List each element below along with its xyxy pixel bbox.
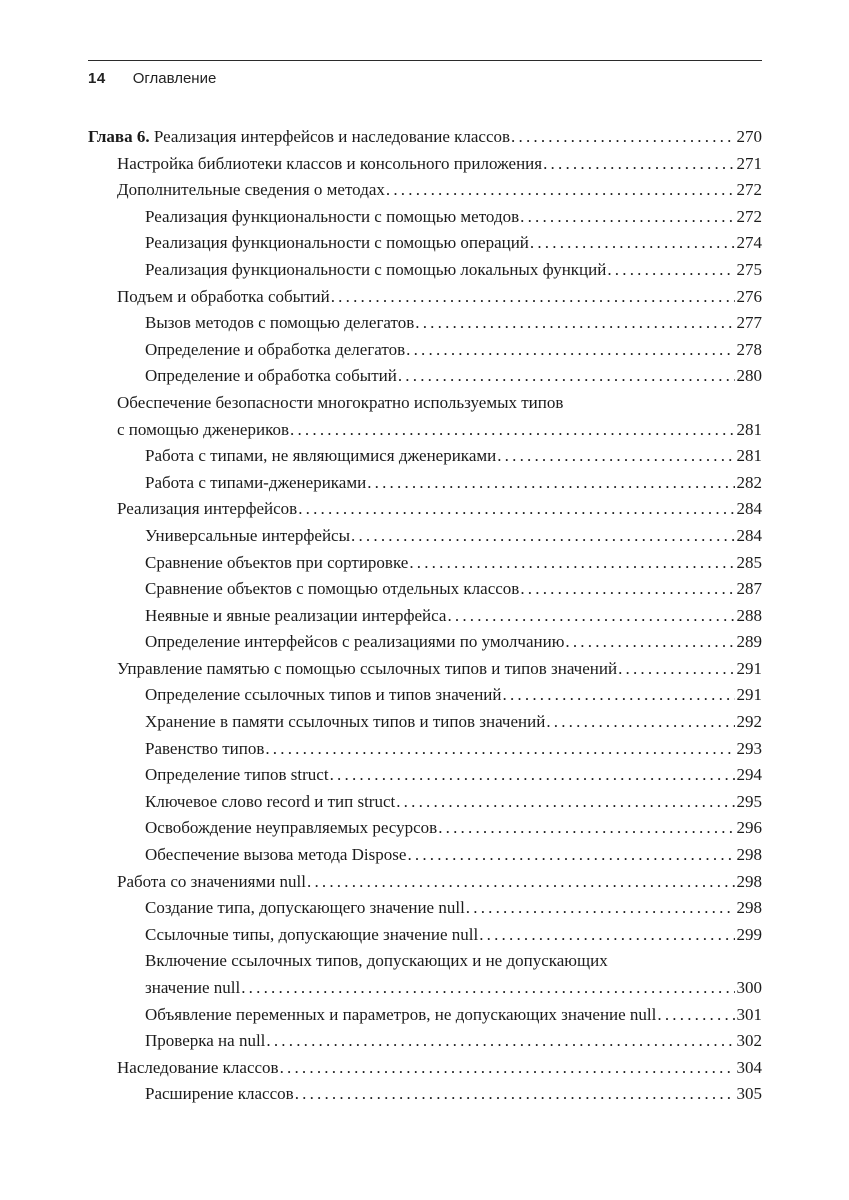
page-number: 14 — [88, 70, 106, 87]
toc-entry-row — [145, 762, 762, 789]
toc-entry-title: Определение ссылочных типов и типов значений — [145, 685, 502, 705]
toc-entry — [88, 815, 762, 842]
toc-entry-title: Обеспечение вызова метода Dispose — [145, 845, 407, 865]
toc-entry-page: 272 — [736, 206, 762, 226]
toc-entry — [88, 230, 762, 257]
toc-entry — [88, 869, 762, 896]
toc-entry-row — [145, 337, 762, 364]
toc-entry-title: Реализация функциональности с помощью локальных функций — [145, 259, 607, 279]
toc-entry-row — [145, 204, 762, 231]
toc-entry-title: Дополнительные сведения о методах — [117, 180, 385, 200]
toc-entry-title: Работа со значениями null — [117, 871, 306, 891]
dot-leader — [503, 682, 735, 709]
toc-entry-title: Проверка на null — [145, 1031, 266, 1051]
toc-entry-row — [145, 257, 762, 284]
dot-leader — [396, 789, 734, 816]
toc-entry — [88, 470, 762, 497]
toc-entry-title: Подъем и обработка событий — [117, 286, 330, 306]
toc-entry-row — [145, 576, 762, 603]
toc-entry-row — [145, 1028, 762, 1055]
toc-entry-title: Управление памятью с помощью ссылочных типов и типов значений — [117, 658, 618, 678]
dot-leader — [618, 656, 734, 683]
page-content — [88, 60, 762, 1108]
toc-entry — [88, 550, 762, 577]
toc-entry-row — [145, 789, 762, 816]
toc-entry-row — [145, 895, 762, 922]
dot-leader — [511, 124, 734, 151]
toc-entry-page: 294 — [736, 765, 762, 785]
dot-leader — [438, 815, 734, 842]
toc-entry-page: 284 — [736, 499, 762, 519]
toc-entry-row — [145, 815, 762, 842]
toc-entry-title: Универсальные интерфейсы — [145, 525, 351, 545]
toc-entry-title: Ключевое слово record и тип struct — [145, 791, 396, 811]
toc-entry-title: Равенство типов — [145, 738, 265, 758]
dot-leader — [657, 1002, 734, 1029]
toc-entry — [88, 762, 762, 789]
toc-entry-page: 276 — [736, 286, 762, 306]
toc-entry — [88, 603, 762, 630]
toc-entry-row — [145, 629, 762, 656]
toc-entry-title: Объявление переменных и параметров, не допускающих значение null — [145, 1004, 657, 1024]
toc-list — [88, 124, 762, 1108]
toc-entry-row — [145, 682, 762, 709]
toc-entry-row — [145, 842, 762, 869]
toc-entry-row — [145, 550, 762, 577]
toc-entry — [88, 789, 762, 816]
running-head-rule — [88, 60, 762, 61]
dot-leader — [266, 1028, 734, 1055]
toc-entry-page: 282 — [736, 472, 762, 492]
toc-entry — [88, 895, 762, 922]
toc-entry-title: Неявные и явные реализации интерфейса — [145, 605, 447, 625]
dot-leader — [497, 443, 734, 470]
dot-leader — [280, 1055, 735, 1082]
toc-entry-page: 271 — [736, 153, 762, 173]
dot-leader — [241, 975, 734, 1002]
dot-leader — [290, 417, 734, 444]
toc-entry-title: Работа с типами, не являющимися дженериками — [145, 446, 497, 466]
toc-entry-title: Определение интерфейсов с реализациями по умолчанию — [145, 632, 565, 652]
toc-entry-page: 296 — [736, 818, 762, 838]
dot-leader — [406, 337, 734, 364]
toc-entry — [88, 177, 762, 204]
toc-entry-title: Определение и обработка делегатов — [145, 339, 406, 359]
running-head — [88, 70, 762, 87]
toc-entry-page: 295 — [736, 791, 762, 811]
toc-entry-title: Наследование классов — [117, 1057, 279, 1077]
toc-entry-page: 298 — [736, 871, 762, 891]
toc-entry-row — [145, 736, 762, 763]
toc-entry-row — [145, 310, 762, 337]
toc-entry — [88, 842, 762, 869]
toc-entry-title: Определение типов struct — [145, 765, 329, 785]
toc-entry-page: 281 — [736, 446, 762, 466]
toc-entry-page: 285 — [736, 552, 762, 572]
toc-entry — [88, 1028, 762, 1055]
toc-entry-title: Реализация функциональности с помощью методов — [145, 206, 520, 226]
toc-entry-row — [117, 1055, 762, 1082]
dot-leader — [530, 230, 735, 257]
toc-entry-page: 274 — [736, 233, 762, 253]
toc-entry-row — [117, 284, 762, 311]
toc-entry-page: 291 — [736, 685, 762, 705]
dot-leader — [447, 603, 734, 630]
toc-entry-page: 302 — [736, 1031, 762, 1051]
toc-entry-page: 275 — [736, 259, 762, 279]
dot-leader — [607, 257, 734, 284]
toc-entry — [88, 736, 762, 763]
toc-entry-row — [145, 1081, 762, 1108]
toc-entry-title: Создание типа, допускающего значение null — [145, 898, 465, 918]
dot-leader — [466, 895, 735, 922]
dot-leader — [546, 709, 734, 736]
toc-entry-title: Сравнение объектов при сортировке — [145, 552, 409, 572]
toc-entry-page: 300 — [736, 978, 762, 997]
toc-entry-row — [145, 603, 762, 630]
dot-leader — [386, 177, 735, 204]
toc-entry-row — [145, 523, 762, 550]
toc-entry-row — [117, 417, 762, 444]
toc-entry-title: Ссылочные типы, допускающие значение null — [145, 924, 479, 944]
dot-leader — [307, 869, 735, 896]
toc-entry-row — [117, 656, 762, 683]
toc-entry-title: Расширение классов — [145, 1084, 294, 1104]
toc-entry — [88, 1055, 762, 1082]
toc-entry-page: 299 — [736, 924, 762, 944]
dot-leader — [367, 470, 734, 497]
toc-entry-title: Реализация интерфейсов — [117, 499, 298, 519]
toc-entry-title: Хранение в памяти ссылочных типов и типов значений — [145, 712, 546, 732]
toc-entry-title: значение null — [145, 978, 241, 997]
toc-entry-page: 304 — [736, 1057, 762, 1077]
toc-entry — [88, 257, 762, 284]
toc-entry — [88, 124, 762, 151]
toc-entry-row — [88, 124, 762, 151]
toc-entry-page: 284 — [736, 525, 762, 545]
toc-entry-row — [145, 709, 762, 736]
dot-leader — [398, 363, 735, 390]
dot-leader — [415, 310, 734, 337]
toc-entry-title-line1: Обеспечение безопасности многократно используемых типов — [117, 392, 564, 412]
dot-leader — [520, 204, 734, 231]
dot-leader — [520, 576, 734, 603]
toc-chapter-label: Глава 6. — [88, 127, 150, 146]
toc-entry — [88, 1002, 762, 1029]
toc-entry-page: 281 — [736, 419, 762, 439]
toc-entry-row — [117, 869, 762, 896]
toc-entry — [88, 948, 762, 1001]
toc-entry-page: 287 — [736, 579, 762, 599]
toc-entry-row — [117, 151, 762, 178]
toc-entry-row — [145, 470, 762, 497]
toc-entry-title: Сравнение объектов с помощью отдельных классов — [145, 579, 520, 599]
toc-entry-row — [145, 1002, 762, 1029]
dot-leader — [479, 922, 734, 949]
toc-entry — [88, 523, 762, 550]
toc-entry — [88, 629, 762, 656]
toc-entry-row — [117, 177, 762, 204]
toc-entry-title: Реализация функциональности с помощью операций — [145, 233, 529, 253]
toc-entry-title: с помощью дженериков — [117, 419, 290, 439]
toc-entry — [88, 1081, 762, 1108]
dot-leader — [298, 496, 734, 523]
toc-entry — [88, 682, 762, 709]
toc-entry-page: 293 — [736, 738, 762, 758]
toc-entry-title: Определение и обработка событий — [145, 366, 397, 386]
toc-entry-page: 305 — [736, 1084, 762, 1104]
dot-leader — [407, 842, 734, 869]
toc-entry-title-line1: Включение ссылочных типов, допускающих и не допускающих — [145, 951, 608, 971]
toc-entry-title: Глава 6. Реализация интерфейсов и наследование классов — [88, 127, 511, 146]
toc-entry-page: 298 — [736, 845, 762, 865]
toc-entry-page: 288 — [736, 605, 762, 625]
dot-leader — [295, 1081, 735, 1108]
toc-entry-page: 277 — [736, 313, 762, 333]
toc-entry — [88, 390, 762, 443]
toc-entry-row — [145, 363, 762, 390]
toc-entry-page: 298 — [736, 898, 762, 918]
toc-entry — [88, 284, 762, 311]
toc-entry-page: 289 — [736, 632, 762, 652]
dot-leader — [331, 284, 735, 311]
dot-leader — [565, 629, 734, 656]
toc-entry-page: 280 — [736, 366, 762, 386]
running-head-title: Оглавление — [132, 70, 217, 87]
toc-entry — [88, 709, 762, 736]
dot-leader — [409, 550, 734, 577]
toc-entry-title: Настройка библиотеки классов и консольного приложения — [117, 153, 543, 173]
toc-entry-page: 278 — [736, 339, 762, 359]
toc-entry — [88, 576, 762, 603]
toc-entry — [88, 363, 762, 390]
toc-entry-page: 301 — [736, 1004, 762, 1024]
toc-entry — [88, 310, 762, 337]
dot-leader — [543, 151, 734, 178]
toc-entry-row — [145, 975, 762, 1002]
toc-entry-row — [145, 230, 762, 257]
toc-entry-row — [145, 443, 762, 470]
toc-entry-title: Освобождение неуправляемых ресурсов — [145, 818, 438, 838]
toc-entry-title: Вызов методов с помощью делегатов — [145, 313, 415, 333]
toc-entry — [88, 922, 762, 949]
toc-entry — [88, 337, 762, 364]
toc-entry — [88, 443, 762, 470]
toc-entry — [88, 496, 762, 523]
toc-entry — [88, 204, 762, 231]
toc-entry-page: 292 — [736, 712, 762, 732]
toc-entry-title: Работа с типами-дженериками — [145, 472, 367, 492]
toc-entry-row — [117, 496, 762, 523]
toc-entry-page: 272 — [736, 180, 762, 200]
toc-entry — [88, 151, 762, 178]
dot-leader — [265, 736, 734, 763]
toc-entry — [88, 656, 762, 683]
toc-entry-row — [145, 922, 762, 949]
dot-leader — [351, 523, 734, 550]
toc-entry-page: 270 — [736, 127, 762, 146]
toc-entry-page: 291 — [736, 658, 762, 678]
dot-leader — [330, 762, 735, 789]
